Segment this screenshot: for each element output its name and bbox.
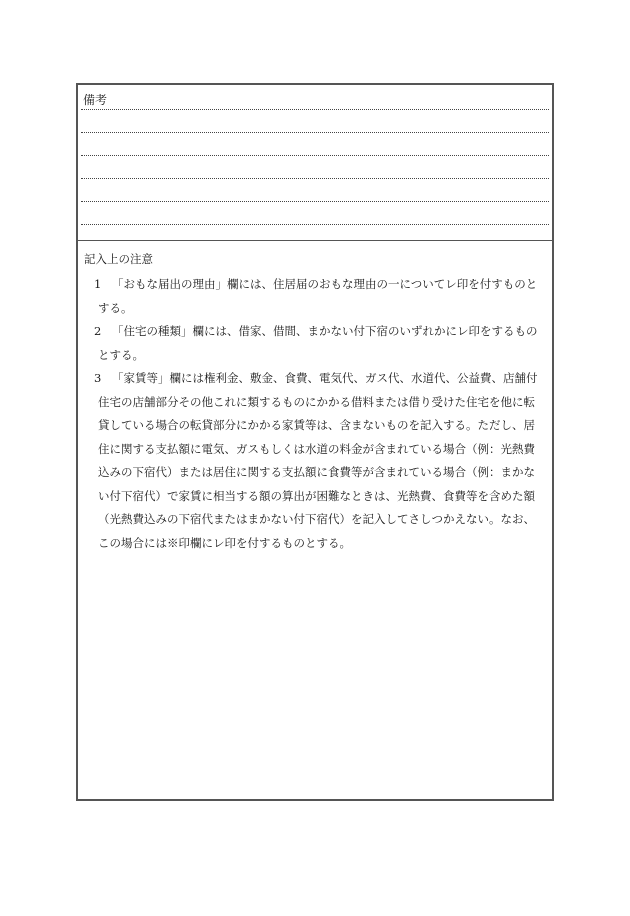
note-number: 3 — [94, 371, 102, 385]
note-text: 「住宅の種類」欄には、借家、借間、まかない付下宿のいずれかにレ印をするものとする。 — [98, 324, 538, 362]
remarks-section — [78, 85, 552, 241]
remarks-line[interactable] — [81, 109, 549, 110]
note-number: 1 — [94, 277, 102, 291]
note-text: 「家賃等」欄には権利金、敷金、食費、電気代、ガス代、水道代、公益費、店舗付住宅の店舗部分その他これに類するものにかかる借料または借り受けた住宅を他に転貸している場合の転貸部分にかかる家賃等は、含まないものを記入する。ただし、居住に関する支払額に電気、ガスもしくは水道の料金が含まれている場合（例：光熱費込みの下宿代）または居住に関する支払額に食費等が含まれている場合（例：まかない付下宿代）で家賃に相当する額の算出が困難なときは、光熱費、食費等を含めた額（光熱費込みの下宿代またはまかない付下宿代）を記入してさしつかえない。なお、この場合には※印欄にレ印を付するものとする。 — [98, 371, 538, 550]
remarks-line[interactable] — [81, 132, 549, 133]
form-frame — [76, 83, 554, 801]
notes-section — [78, 241, 552, 555]
remarks-line[interactable] — [81, 224, 549, 225]
remarks-line[interactable] — [81, 201, 549, 202]
remarks-title: 備考 — [83, 93, 108, 107]
note-item-2 — [84, 320, 544, 367]
remarks-line[interactable] — [81, 155, 549, 156]
note-item-3 — [84, 367, 544, 555]
note-item-1 — [84, 273, 544, 320]
note-text: 「おもな届出の理由」欄には、住居届のおもな理由の一についてレ印を付すものとする。 — [98, 277, 538, 315]
remarks-line[interactable] — [81, 178, 549, 179]
note-number: 2 — [94, 324, 102, 338]
notes-title: 記入上の注意 — [84, 252, 153, 266]
